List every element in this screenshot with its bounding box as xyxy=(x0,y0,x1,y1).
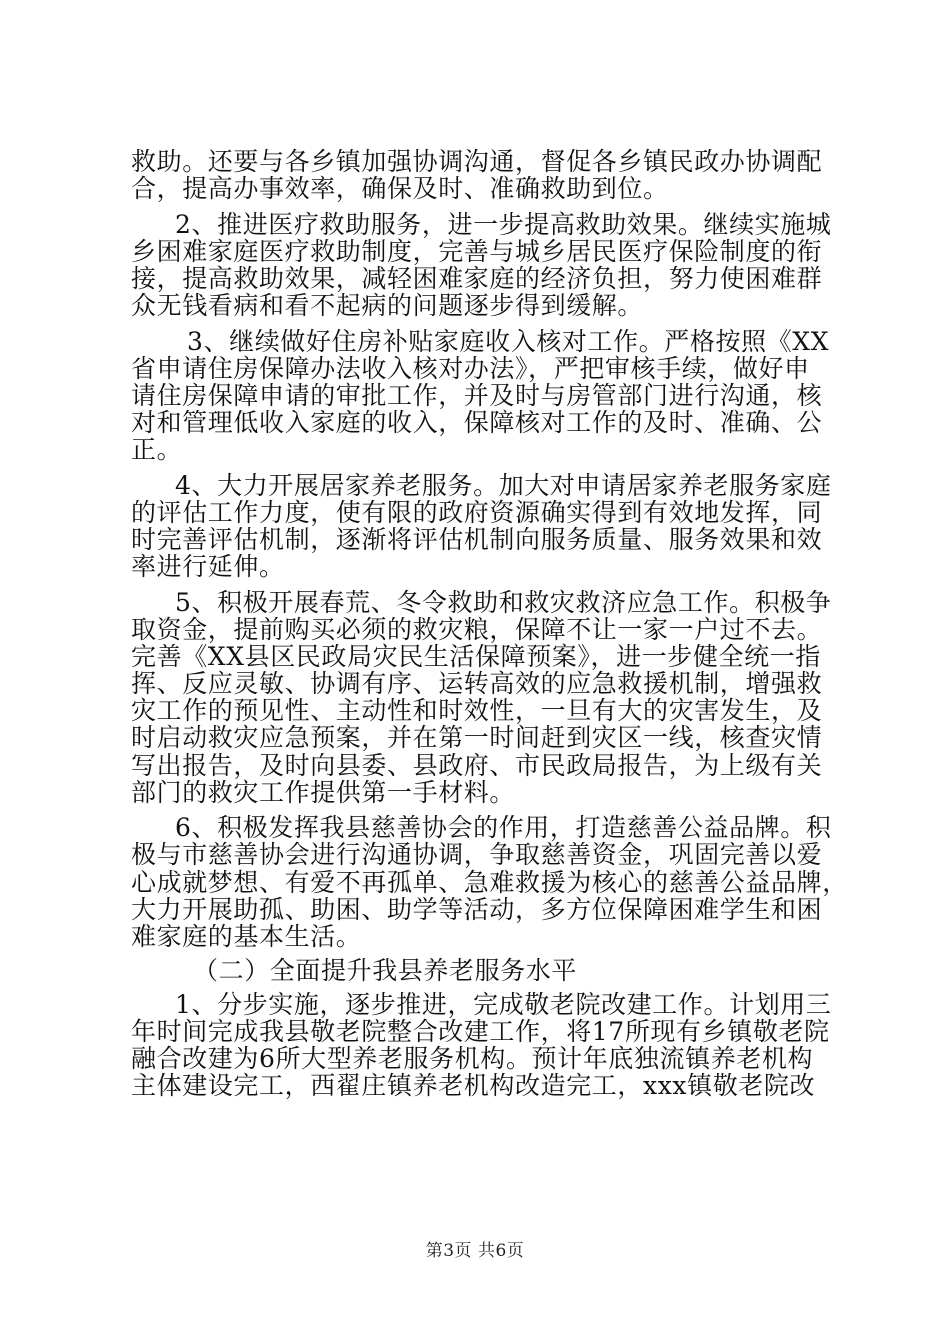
body-text-line: 时启动救灾应急预案，并在第一时间赶到灾区一线，核查灾情 xyxy=(131,723,823,752)
body-text-line: 2、推进医疗救助服务，进一步提高救助效果。继续实施城 xyxy=(175,210,832,239)
body-text-line: 完善《XX县区民政局灾民生活保障预案》，进一步健全统一指 xyxy=(131,642,821,671)
body-text-line: 年时间完成我县敬老院整合改建工作，将17所现有乡镇敬老院 xyxy=(131,1017,830,1046)
body-text-line: 6、积极发挥我县慈善协会的作用，打造慈善公益品牌。积 xyxy=(175,813,832,842)
body-text-line: 3、继续做好住房补贴家庭收入核对工作。严格按照《XX xyxy=(187,327,830,356)
body-text-line: 部门的救灾工作提供第一手材料。 xyxy=(131,778,516,807)
body-text-line: 4、大力开展居家养老服务。加大对申请居家养老服务家庭 xyxy=(175,471,832,500)
body-text-line: 极与市慈善协会进行沟通协调，争取慈善资金，巩固完善以爱 xyxy=(131,840,823,869)
body-text-line: 合，提高办事效率，确保及时、准确救助到位。 xyxy=(131,174,669,203)
body-text-line: 融合改建为6所大型养老服务机构。预计年底独流镇养老机构 xyxy=(131,1044,814,1073)
body-text-line: 大力开展助孤、助困、助学等活动，多方位保障困难学生和困 xyxy=(131,895,823,924)
body-text-line: 挥、反应灵敏、协调有序、运转高效的应急救援机制，增强救 xyxy=(131,669,823,698)
body-text-line: 正。 xyxy=(131,435,183,464)
body-text-line: 救助。还要与各乡镇加强协调沟通，督促各乡镇民政办协调配 xyxy=(131,147,823,176)
body-text-line: 的评估工作力度，使有限的政府资源确实得到有效地发挥，同 xyxy=(131,498,823,527)
body-text-line: 请住房保障申请的审批工作，并及时与房管部门进行沟通，核 xyxy=(131,381,823,410)
body-text-line: 取资金，提前购买必须的救灾粮，保障不让一家一户过不去。 xyxy=(131,615,823,644)
page-number-footer: 第3页 共6页 xyxy=(425,1241,525,1261)
body-text-line: 心成就梦想、有爱不再孤单、急难救援为核心的慈善公益品牌， xyxy=(131,868,848,897)
body-text-line: （二）全面提升我县养老服务水平 xyxy=(193,956,578,985)
body-text-line: 乡困难家庭医疗救助制度，完善与城乡居民医疗保险制度的衔 xyxy=(131,237,823,266)
body-text-line: 众无钱看病和看不起病的问题逐步得到缓解。 xyxy=(131,291,644,320)
body-text-line: 主体建设完工，西翟庄镇养老机构改造完工，xxx镇敬老院改 xyxy=(131,1071,816,1100)
body-text-line: 对和管理低收入家庭的收入，保障核对工作的及时、准确、公 xyxy=(131,408,823,437)
body-text-line: 灾工作的预见性、主动性和时效性，一旦有大的灾害发生，及 xyxy=(131,696,823,725)
body-text-line: 写出报告，及时向县委、县政府、市民政局报告，为上级有关 xyxy=(131,751,823,780)
body-text-line: 难家庭的基本生活。 xyxy=(131,922,362,951)
body-text-line: 省申请住房保障办法收入核对办法》，严把审核手续，做好申 xyxy=(131,354,810,383)
body-text-line: 接，提高救助效果，减轻困难家庭的经济负担，努力使困难群 xyxy=(131,264,823,293)
body-text-line: 1、分步实施，逐步推进，完成敬老院改建工作。计划用三 xyxy=(175,990,832,1019)
body-text-line: 5、积极开展春荒、冬令救助和救灾救济应急工作。积极争 xyxy=(175,588,832,617)
body-text-line: 率进行延伸。 xyxy=(131,552,285,581)
body-text-line: 时完善评估机制，逐渐将评估机制向服务质量、服务效果和效 xyxy=(131,525,823,554)
